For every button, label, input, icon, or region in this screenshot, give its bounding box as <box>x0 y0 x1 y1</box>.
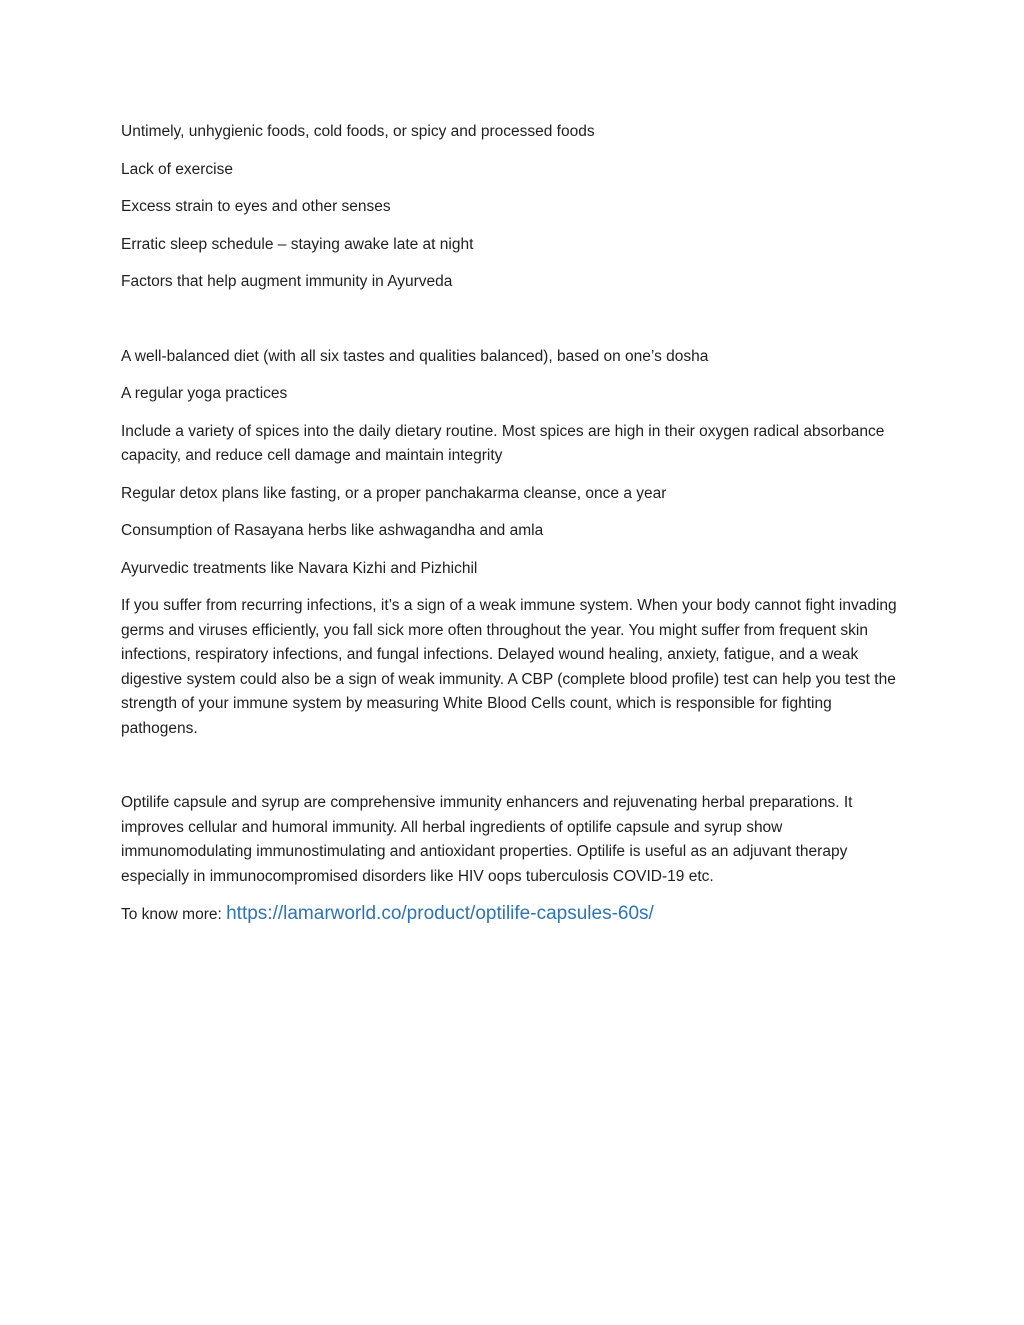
paragraph-treatments: Ayurvedic treatments like Navara Kizhi and Pizhichil <box>121 559 478 577</box>
paragraph-eye-strain: Excess strain to eyes and other senses <box>121 198 391 215</box>
product-link[interactable]: https://lamarworld.co/product/optilife-capsules-60s/ <box>226 903 654 924</box>
paragraph-sleep-schedule: Erratic sleep schedule – staying awake late at night <box>121 235 474 253</box>
document-body <box>121 120 911 941</box>
paragraph-immunity-factors-heading: Factors that help augment immunity in Ayurveda <box>121 273 453 290</box>
paragraph-spacer <box>121 308 911 345</box>
paragraph-spices: Include a variety of spices into the daily dietary routine. Most spices are high in their oxygen radical absorbance capacity, and reduce cell damage and maintain integrity <box>121 422 885 464</box>
paragraph-detox: Regular detox plans like fasting, or a proper panchakarma cleanse, once a year <box>121 484 667 502</box>
paragraph-spacer <box>121 754 911 791</box>
know-more-label: To know more: <box>121 906 227 923</box>
paragraph-yoga: A regular yoga practices <box>121 385 288 402</box>
paragraph-untimely-foods: Untimely, unhygienic foods, cold foods, or spicy and processed foods <box>121 123 595 140</box>
paragraph-lack-of-exercise: Lack of exercise <box>121 160 233 178</box>
paragraph-optilife: Optilife capsule and syrup are comprehensive immunity enhancers and rejuvenating herbal preparations. It improves cellular and humoral immunity. All herbal ingredients of optilife capsule and syrup show immunomodulating immunostimulating and antioxidant properties. Optilife is useful as an adjuvant therapy especially in immunocompromised disorders like HIV oops tuberculosis COVID-19 etc. <box>121 794 853 885</box>
paragraph-weak-immunity: If you suffer from recurring infections, it’s a sign of a weak immune system. When your body cannot fight invading germs and viruses efficiently, you fall sick more often throughout the year. You might suffer from frequent skin infections, respiratory infections, and fungal infections. Delayed wound healing, anxiety, fatigue, and a weak digestive system could also be a sign of weak immunity. A CBP (complete blood profile) test can help you test the strength of your immune system by measuring White Blood Cells count, which is responsible for fighting pathogens. <box>121 597 897 737</box>
paragraph-balanced-diet: A well-balanced diet (with all six tastes and qualities balanced), based on one’s dosha <box>121 347 709 365</box>
know-more-line <box>121 902 911 928</box>
paragraph-rasayana: Consumption of Rasayana herbs like ashwagandha and amla <box>121 522 544 539</box>
